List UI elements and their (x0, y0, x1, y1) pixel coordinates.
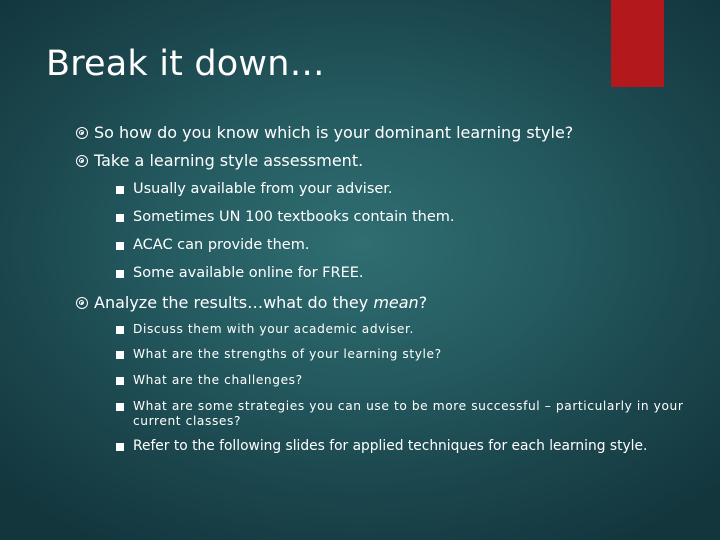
target-bullet-icon (76, 297, 88, 309)
square-bullet-icon (116, 214, 124, 222)
bullet-text-emphasis: mean (373, 293, 419, 312)
square-bullet-icon (116, 377, 124, 385)
sub-bullet-text: Some available online for FREE. (133, 265, 364, 281)
target-bullet-icon (76, 155, 88, 167)
bullet-text (94, 293, 427, 312)
square-bullet-icon (116, 270, 124, 278)
sub-bullet-text: Refer to the following slides for applied techniques for each learning style. (133, 438, 648, 454)
target-bullet-icon (76, 127, 88, 139)
square-bullet-icon (116, 326, 124, 334)
square-bullet-icon (116, 403, 124, 411)
slide-title: Break it down… (46, 44, 325, 84)
sub-bullet-text: ACAC can provide them. (133, 237, 310, 253)
sub-bullet-text: What are some strategies you can use to be more successful – particularly in your (133, 399, 684, 413)
square-bullet-icon (116, 443, 124, 451)
bullet-text: Take a learning style assessment. (94, 151, 364, 170)
square-bullet-icon (116, 242, 124, 250)
sub-bullet-text-continued: current classes? (133, 414, 242, 428)
bullet-text-suffix: ? (418, 293, 428, 312)
sub-bullet-text: Discuss them with your academic adviser. (133, 322, 414, 336)
sub-bullet-text: What are the strengths of your learning style? (133, 347, 442, 361)
sub-bullet-text: Usually available from your adviser. (133, 181, 393, 197)
sub-bullet-text: Sometimes UN 100 textbooks contain them. (133, 209, 455, 225)
bullet-text-prefix: Analyze the results…what do they (94, 293, 374, 312)
square-bullet-icon (116, 186, 124, 194)
bullet-text: So how do you know which is your dominant learning style? (94, 123, 574, 142)
square-bullet-icon (116, 351, 124, 359)
sub-bullet-text: What are the challenges? (133, 373, 303, 387)
